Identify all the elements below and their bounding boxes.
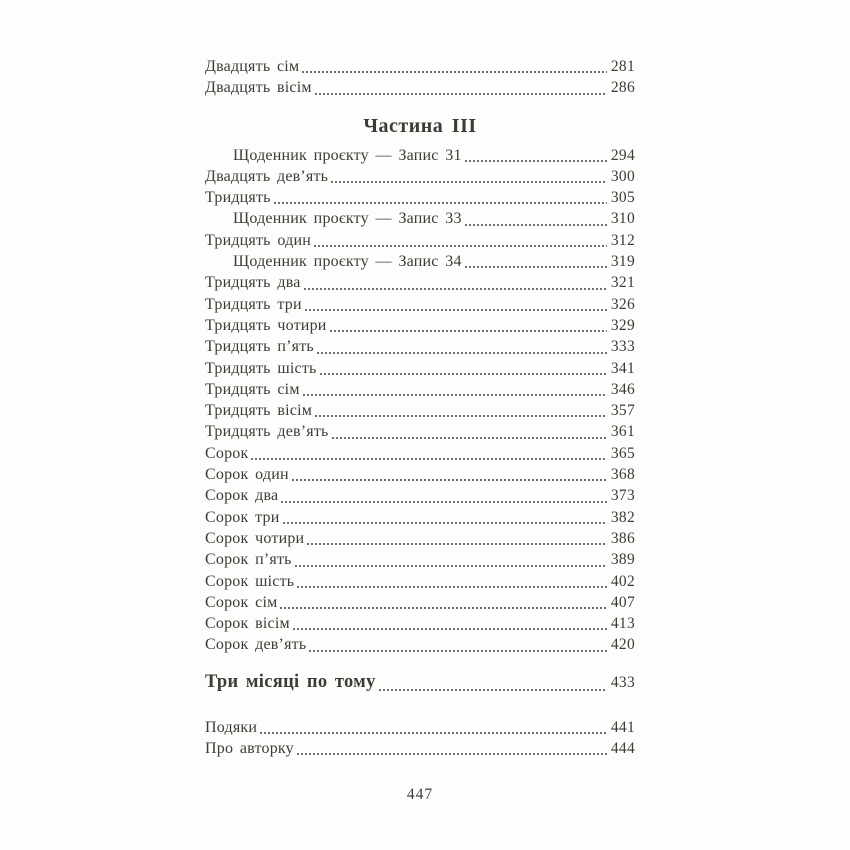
toc-entry-page-number: 361 <box>610 423 635 441</box>
toc-entry-page-number: 382 <box>610 508 635 526</box>
toc-entry-label: Двадцять вісім <box>205 79 312 97</box>
toc-entry <box>205 358 635 379</box>
toc-entry-page-number: 300 <box>610 167 635 185</box>
toc-entry-page-number: 386 <box>610 529 635 547</box>
toc-entry-page-number: 281 <box>610 58 635 75</box>
toc-entry-label: Сорок п’ять <box>205 551 292 569</box>
toc-list <box>205 56 635 759</box>
dot-leader <box>302 71 607 73</box>
dot-leader <box>297 586 607 588</box>
dot-leader <box>320 373 607 375</box>
toc-entry <box>205 507 635 528</box>
toc-entry-page-number: 357 <box>610 402 635 420</box>
toc-entry-label: Тридцять шість <box>205 359 317 377</box>
toc-entry <box>205 670 635 695</box>
toc-entry-label: Сорок один <box>205 466 289 484</box>
toc-entry-page-number: 329 <box>610 316 635 334</box>
toc-entry <box>205 571 635 592</box>
toc-entry-label: Тридцять <box>205 189 271 207</box>
toc-entry-page-number: 321 <box>610 274 635 292</box>
dot-leader <box>297 753 607 755</box>
toc-entry-label: Тридцять чотири <box>205 316 327 334</box>
toc-entry <box>205 208 635 229</box>
toc-entry-page-number: 319 <box>610 253 635 271</box>
toc-entry-page-number: 368 <box>610 466 635 484</box>
toc-entry-page-number: 341 <box>610 359 635 377</box>
toc-entry <box>205 421 635 442</box>
dot-leader <box>260 732 607 734</box>
dot-leader <box>281 501 607 503</box>
dot-leader <box>465 160 607 162</box>
toc-entry <box>205 187 635 208</box>
toc-entry-label: Сорок дев’ять <box>205 636 307 654</box>
dot-leader <box>304 288 607 290</box>
toc-entry <box>205 145 635 166</box>
toc-entry-label: Подяки <box>205 718 258 736</box>
toc-part-heading: Частина III <box>363 114 477 137</box>
dot-leader <box>305 309 607 311</box>
dot-leader <box>465 224 607 226</box>
dot-leader <box>309 650 607 652</box>
toc-entry-label: Тридцять вісім <box>205 402 313 420</box>
toc-entry-page-number: 413 <box>610 615 635 633</box>
toc-entry <box>205 166 635 187</box>
toc-entry <box>205 717 635 738</box>
dot-leader <box>330 330 607 332</box>
dot-leader <box>283 522 607 524</box>
toc-entry-page-number: 373 <box>610 487 635 505</box>
toc-entry <box>205 56 635 77</box>
toc-entry-label: Двадцять дев’ять <box>205 167 329 185</box>
toc-entry <box>205 443 635 464</box>
toc-entry-page-number: 441 <box>610 718 635 736</box>
toc-entry-label: Двадцять сім <box>205 58 300 75</box>
toc-entry-label: Сорок два <box>205 487 279 505</box>
dot-leader <box>295 565 607 567</box>
toc-entry-label: Тридцять п’ять <box>205 338 314 356</box>
toc-entry <box>205 230 635 251</box>
toc-entry <box>205 464 635 485</box>
dot-leader <box>274 202 607 204</box>
dot-leader <box>465 266 607 268</box>
page-folio: 447 <box>406 786 434 803</box>
toc-entry-page-number: 420 <box>610 636 635 654</box>
toc-entry-label: Сорок вісім <box>205 615 290 633</box>
toc-entry <box>205 634 635 655</box>
toc-entry-label: Сорок три <box>205 508 280 526</box>
toc-entry-label: Три місяці по тому <box>205 671 376 692</box>
dot-leader <box>280 607 606 609</box>
toc-entry-label: Тридцять один <box>205 231 311 249</box>
toc-entry-page-number: 433 <box>610 673 635 691</box>
toc-entry-page-number: 365 <box>610 444 635 462</box>
toc-entry <box>205 77 635 98</box>
toc-entry-label: Сорок <box>205 444 249 462</box>
toc-entry-page-number: 286 <box>610 79 635 97</box>
dot-leader <box>307 543 607 545</box>
toc-entry <box>205 336 635 357</box>
toc-entry-page-number: 294 <box>610 146 635 164</box>
dot-leader <box>379 689 607 691</box>
toc-entry-page-number: 444 <box>610 740 635 758</box>
toc-entry-page-number: 305 <box>610 189 635 207</box>
dot-leader <box>251 458 606 460</box>
toc-entry <box>205 294 635 315</box>
toc-entry <box>205 592 635 613</box>
toc-entry-label: Тридцять сім <box>205 380 300 398</box>
toc-entry-label: Сорок сім <box>205 593 278 611</box>
toc-entry <box>205 613 635 634</box>
toc-entry <box>205 549 635 570</box>
toc-entry <box>205 528 635 549</box>
toc-entry-label: Тридцять два <box>205 274 301 292</box>
toc-entry <box>205 251 635 272</box>
dot-leader <box>315 415 607 417</box>
toc-entry-label: Про авторку <box>205 740 294 758</box>
dot-leader <box>293 628 607 630</box>
toc-entry <box>205 485 635 506</box>
toc-entry-label: Щоденник проєкту — Запис 31 <box>233 146 462 164</box>
toc-entry-label: Сорок чотири <box>205 529 305 547</box>
toc-entry <box>205 315 635 336</box>
dot-leader <box>292 479 607 481</box>
toc-entry-label: Щоденник проєкту — Запис 33 <box>233 210 462 228</box>
toc-entry <box>205 400 635 421</box>
dot-leader <box>317 352 607 354</box>
toc-entry-page-number: 310 <box>610 210 635 228</box>
toc-entry-label: Сорок шість <box>205 572 295 590</box>
toc-entry <box>205 738 635 759</box>
toc-entry-page-number: 402 <box>610 572 635 590</box>
toc-entry-page-number: 333 <box>610 338 635 356</box>
dot-leader <box>331 181 607 183</box>
dot-leader <box>303 394 607 396</box>
dot-leader <box>315 93 607 95</box>
dot-leader <box>314 245 607 247</box>
toc-entry-label: Щоденник проєкту — Запис 34 <box>233 253 462 271</box>
toc-entry-page-number: 389 <box>610 551 635 569</box>
toc-entry-page-number: 312 <box>610 231 635 249</box>
toc-entry-label: Тридцять три <box>205 295 302 313</box>
toc-entry-page-number: 346 <box>610 380 635 398</box>
toc-entry-page-number: 326 <box>610 295 635 313</box>
toc-entry <box>205 272 635 293</box>
toc-entry <box>205 379 635 400</box>
toc-entry-label: Тридцять дев’ять <box>205 423 329 441</box>
toc-entry-page-number: 407 <box>610 593 635 611</box>
dot-leader <box>332 437 607 439</box>
